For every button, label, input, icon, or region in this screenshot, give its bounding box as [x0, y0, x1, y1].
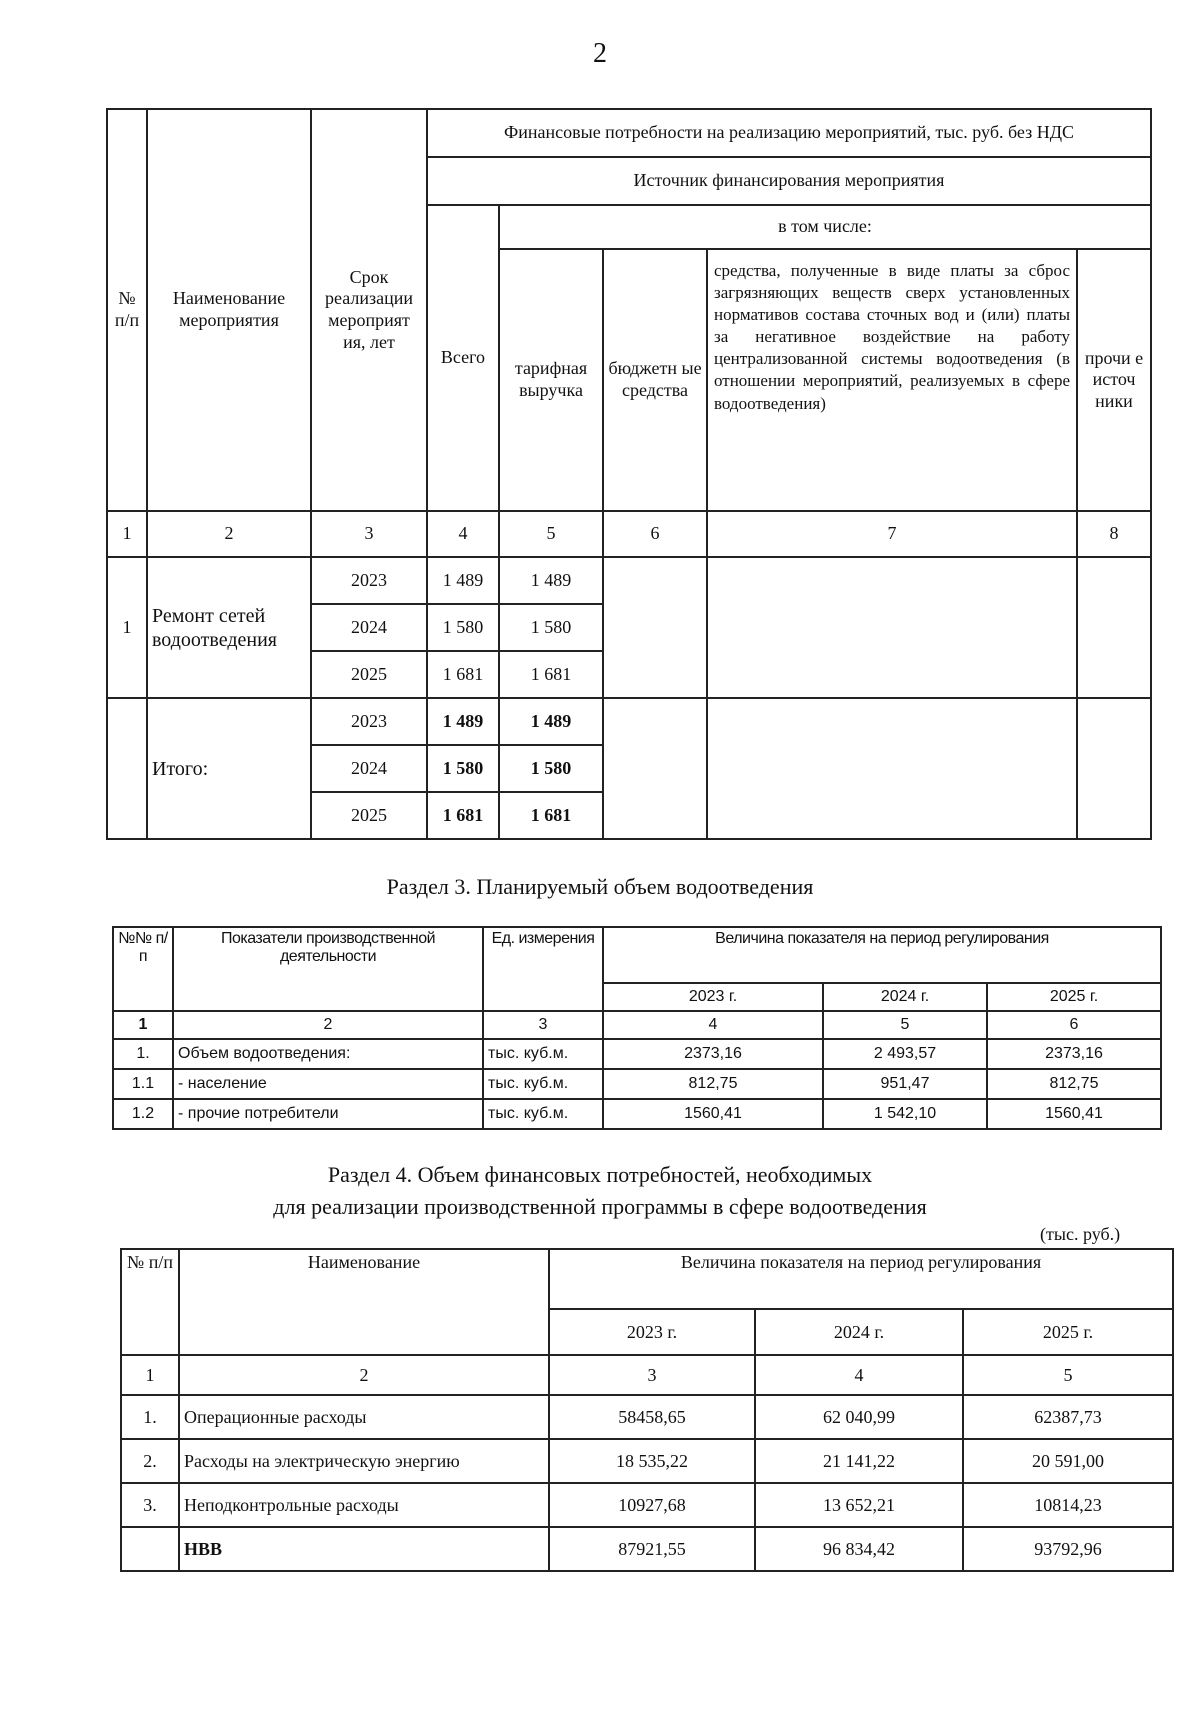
total-other-cell [1077, 698, 1151, 839]
row-num [121, 1527, 179, 1571]
table-row [113, 1039, 1161, 1069]
row-2025: 20 591,00 [963, 1439, 1173, 1483]
col-number: 2 [147, 511, 311, 557]
row-num: 1. [121, 1395, 179, 1439]
row-2024: 96 834,42 [755, 1527, 963, 1571]
row-2024: 21 141,22 [755, 1439, 963, 1483]
col-number: 3 [549, 1355, 755, 1395]
measure-year: 2025 [311, 651, 427, 698]
total-year: 2023 [311, 698, 427, 745]
total-tariff: 1 580 [499, 745, 603, 792]
header-name: Наименование мероприятия [147, 109, 311, 511]
row-name: НВВ [179, 1527, 549, 1571]
measures-financing-table [106, 108, 1152, 840]
row-2025: 10814,23 [963, 1483, 1173, 1527]
col-number: 4 [755, 1355, 963, 1395]
row-num: 1.2 [113, 1099, 173, 1129]
col-number: 6 [603, 511, 707, 557]
row-num: 3. [121, 1483, 179, 1527]
total-tariff: 1 681 [499, 792, 603, 839]
page-number: 2 [593, 38, 607, 69]
col-number: 3 [483, 1011, 603, 1039]
measure-num: 1 [107, 557, 147, 698]
row-2024: 2 493,57 [823, 1039, 987, 1069]
col-number: 8 [1077, 511, 1151, 557]
row-2023: 812,75 [603, 1069, 823, 1099]
row-num: 1.1 [113, 1069, 173, 1099]
row-2023: 10927,68 [549, 1483, 755, 1527]
col-number: 1 [121, 1355, 179, 1395]
row-2023: 2373,16 [603, 1039, 823, 1069]
header-num: № п/п [121, 1249, 179, 1355]
row-name: Неподконтрольные расходы [179, 1483, 549, 1527]
header-year-2023: 2023 г. [549, 1309, 755, 1355]
header-indicator: Показатели производственной деятельности [173, 927, 483, 1011]
row-2025: 2373,16 [987, 1039, 1161, 1069]
section3-title: Раздел 3. Планируемый объем водоотведения [386, 874, 814, 899]
row-name: Объем водоотведения: [173, 1039, 483, 1069]
header-including: в том числе: [499, 205, 1151, 249]
measure-budget-cell [603, 557, 707, 698]
row-name: - прочие потребители [173, 1099, 483, 1129]
row-2025: 812,75 [987, 1069, 1161, 1099]
col-number: 7 [707, 511, 1077, 557]
row-2025: 62387,73 [963, 1395, 1173, 1439]
header-budget: бюджетн ые средства [603, 249, 707, 511]
row-2023: 18 535,22 [549, 1439, 755, 1483]
row-name: - население [173, 1069, 483, 1099]
table-row [121, 1395, 1173, 1439]
header-name: Наименование [179, 1249, 549, 1355]
row-num: 2. [121, 1439, 179, 1483]
section4-title-line1: Раздел 4. Объем финансовых потребностей, необходимых [327, 1162, 873, 1187]
section4-title-line2: для реализации производственной программы в сфере водоотведения [273, 1194, 927, 1219]
row-2023: 58458,65 [549, 1395, 755, 1439]
total-tariff: 1 489 [499, 698, 603, 745]
header-num: №№ п/п [113, 927, 173, 1011]
col-number: 5 [823, 1011, 987, 1039]
measure-year: 2024 [311, 604, 427, 651]
header-source: Источник финансирования мероприятия [427, 157, 1151, 205]
col-number: 5 [963, 1355, 1173, 1395]
row-2024: 62 040,99 [755, 1395, 963, 1439]
header-year-2025: 2025 г. [987, 983, 1161, 1011]
col-number: 4 [427, 511, 499, 557]
header-financial-needs: Финансовые потребности на реализацию мероприятий, тыс. руб. без НДС [427, 109, 1151, 157]
row-2024: 1 542,10 [823, 1099, 987, 1129]
col-number: 5 [499, 511, 603, 557]
total-year: 2024 [311, 745, 427, 792]
header-tariff: тарифная выручка [499, 249, 603, 511]
header-term: Срок реализации мероприят ия, лет [311, 109, 427, 511]
table-row [113, 1099, 1161, 1129]
row-unit: тыс. куб.м. [483, 1039, 603, 1069]
row-2025: 1560,41 [987, 1099, 1161, 1129]
total-fees-cell [707, 698, 1077, 839]
measure-year: 2023 [311, 557, 427, 604]
measure-other-cell [1077, 557, 1151, 698]
row-unit: тыс. куб.м. [483, 1099, 603, 1129]
units-label: (тыс. руб.) [1040, 1224, 1121, 1244]
header-total: Всего [427, 205, 499, 511]
col-number: 2 [179, 1355, 549, 1395]
row-2023: 1560,41 [603, 1099, 823, 1129]
header-year-2025: 2025 г. [963, 1309, 1173, 1355]
col-number: 1 [107, 511, 147, 557]
header-year-2023: 2023 г. [603, 983, 823, 1011]
row-name: Операционные расходы [179, 1395, 549, 1439]
measure-total: 1 580 [427, 604, 499, 651]
table-row [121, 1527, 1173, 1571]
header-other: прочи е источ ники [1077, 249, 1151, 511]
financial-needs-table [120, 1248, 1174, 1572]
header-value: Величина показателя на период регулирования [549, 1249, 1173, 1309]
total-year: 2025 [311, 792, 427, 839]
col-number: 6 [987, 1011, 1161, 1039]
row-unit: тыс. куб.м. [483, 1069, 603, 1099]
measure-tariff: 1 580 [499, 604, 603, 651]
total-total: 1 681 [427, 792, 499, 839]
row-2023: 87921,55 [549, 1527, 755, 1571]
table-row [113, 1069, 1161, 1099]
row-name: Расходы на электрическую энергию [179, 1439, 549, 1483]
header-fees: средства, полученные в виде платы за сброс загрязняющих веществ сверх установленных нормативов состава сточных вод и (или) платы за негативное воздействие на работу централизованной системы водоотведения (в отношении мероприятий, реализуемых в сфере водоотведения) [707, 249, 1077, 511]
total-total: 1 489 [427, 698, 499, 745]
col-number: 4 [603, 1011, 823, 1039]
measure-tariff: 1 681 [499, 651, 603, 698]
total-total: 1 580 [427, 745, 499, 792]
col-number: 2 [173, 1011, 483, 1039]
total-num-cell [107, 698, 147, 839]
header-value: Величина показателя на период регулирования [603, 927, 1161, 983]
header-num: № п/п [107, 109, 147, 511]
header-year-2024: 2024 г. [755, 1309, 963, 1355]
row-2024: 13 652,21 [755, 1483, 963, 1527]
header-year-2024: 2024 г. [823, 983, 987, 1011]
col-number: 1 [113, 1011, 173, 1039]
row-num: 1. [113, 1039, 173, 1069]
table-row [121, 1483, 1173, 1527]
measure-total: 1 681 [427, 651, 499, 698]
measure-fees-cell [707, 557, 1077, 698]
measure-name: Ремонт сетей водоотведения [147, 557, 311, 698]
total-budget-cell [603, 698, 707, 839]
col-number: 3 [311, 511, 427, 557]
measure-total: 1 489 [427, 557, 499, 604]
row-2025: 93792,96 [963, 1527, 1173, 1571]
wastewater-volume-table [112, 926, 1162, 1130]
table-row [121, 1439, 1173, 1483]
row-2024: 951,47 [823, 1069, 987, 1099]
total-name: Итого: [147, 698, 311, 839]
measure-tariff: 1 489 [499, 557, 603, 604]
header-unit: Ед. измерения [483, 927, 603, 1011]
